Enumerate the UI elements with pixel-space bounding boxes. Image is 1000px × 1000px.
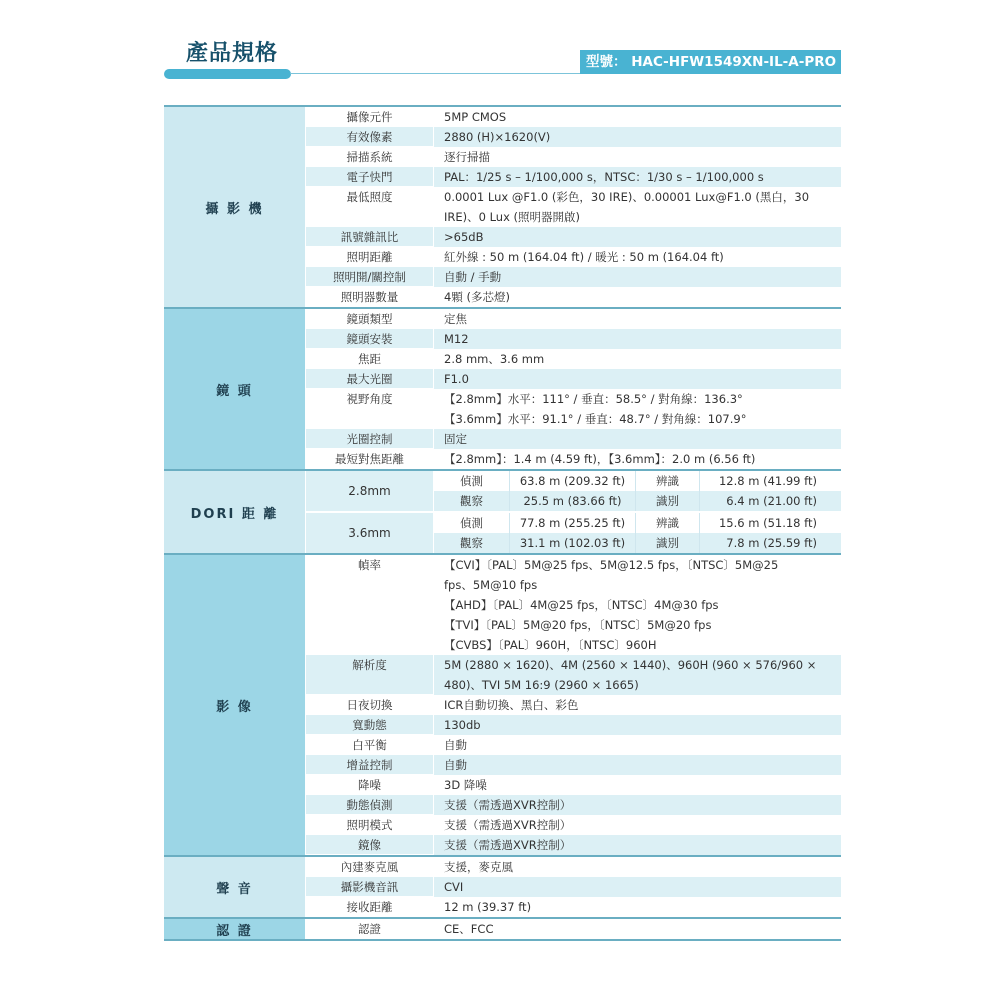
dori-value: 77.8 m (255.25 ft) [510,513,636,533]
spec-value [434,555,841,655]
spec-row [306,897,841,917]
section-camera [164,105,841,309]
spec-value-line: >65dB [444,230,484,244]
spec-row [306,147,841,167]
spec-value [434,695,841,715]
spec-value [434,329,841,349]
spec-value-line: 支援（需透過XVR控制） [444,798,572,812]
spec-row [306,775,841,795]
spec-label: 最低照度 [306,187,434,227]
spec-label: 掃描系統 [306,147,434,167]
dori-key: 辨識 [636,513,700,533]
spec-row [306,107,841,127]
section-audio [164,857,841,919]
spec-value-line: PAL：1/25 s – 1/100,000 s，NTSC：1/30 s – 1/100,000 s [444,170,764,184]
spec-value [434,187,841,227]
dori-value: 25.5 m (83.66 ft) [510,491,636,511]
spec-label: 鏡頭安裝 [306,329,434,349]
spec-label: 白平衡 [306,735,434,755]
spec-value-line: 2880 (H)×1620(V) [444,130,551,144]
spec-label: 焦距 [306,349,434,369]
spec-value [434,429,841,449]
spec-value-line: 定焦 [444,312,467,326]
spec-label: 接收距離 [306,897,434,917]
spec-value-line: 2.8 mm、3.6 mm [444,352,545,366]
spec-label: 幀率 [306,555,434,655]
spec-row [306,835,841,855]
spec-row [306,127,841,147]
spec-value-line: 自動 [444,758,467,772]
section-image [164,555,841,857]
spec-value [434,227,841,247]
category-label: 影 像 [164,555,306,855]
dori-line [434,491,841,511]
spec-label: 攝像元件 [306,107,434,127]
spec-value [434,127,841,147]
spec-row [306,167,841,187]
spec-value-line: 自動 / 手動 [444,270,502,284]
spec-value-line: 3D 降噪 [444,778,487,792]
spec-value-line: 支援（需透過XVR控制） [444,838,572,852]
dori-key: 識別 [636,491,700,511]
dori-key: 偵測 [434,513,510,533]
spec-label: 有效像素 [306,127,434,147]
spec-value [434,755,841,775]
spec-value-line: 【3.6mm】水平：91.1° / 垂直：48.7° / 對角線：107.9° [444,412,747,426]
dori-line [434,533,841,553]
dori-key: 辨識 [636,471,700,491]
spec-value [434,389,841,429]
spec-label: 鏡頭類型 [306,309,434,329]
spec-value-line: ICR自動切換、黑白、彩色 [444,698,579,712]
spec-label: 攝影機音訊 [306,877,434,897]
spec-value-line: IRE)、0 Lux (照明器開啟) [444,210,581,224]
spec-value [434,107,841,127]
spec-label: 照明模式 [306,815,434,835]
spec-value [434,835,841,855]
spec-value-line: 【2.8mm】：1.4 m (4.59 ft)，【3.6mm】：2.0 m (6.56 ft) [444,452,756,466]
spec-label: 最大光圈 [306,369,434,389]
spec-value [434,919,841,939]
category-label: 攝 影 機 [164,107,306,307]
spec-value-line: CE、FCC [444,922,494,936]
spec-row [306,555,841,655]
spec-value [434,815,841,835]
spec-value-line: M12 [444,332,469,346]
dori-line [434,513,841,533]
spec-value-line: 【2.8mm】水平：111° / 垂直：58.5° / 對角線：136.3° [444,392,743,406]
spec-value-line: 逐行掃描 [444,150,490,164]
spec-value [434,775,841,795]
spec-label: 照明距離 [306,247,434,267]
spec-value-line: 固定 [444,432,467,446]
dori-key: 觀察 [434,533,510,553]
spec-label: 光圈控制 [306,429,434,449]
spec-row [306,349,841,369]
spec-label: 電子快門 [306,167,434,187]
spec-value [434,449,841,469]
spec-label: 寬動態 [306,715,434,735]
spec-row [306,187,841,227]
dori-lens-block [306,513,841,553]
spec-row [306,735,841,755]
spec-row [306,857,841,877]
spec-row [306,309,841,329]
spec-label: 降噪 [306,775,434,795]
dori-line [434,471,841,491]
spec-row [306,755,841,775]
spec-row [306,389,841,429]
dori-key: 偵測 [434,471,510,491]
category-label: 聲 音 [164,857,306,917]
spec-value [434,877,841,897]
spec-label: 日夜切換 [306,695,434,715]
spec-value [434,309,841,329]
dori-lens-block [306,471,841,511]
spec-value-line: F1.0 [444,372,469,386]
spec-row [306,227,841,247]
spec-value-line: 12 m (39.37 ft) [444,900,532,914]
spec-value-line: 紅外線 : 50 m (164.04 ft) / 暖光 : 50 m (164.04 ft) [444,250,724,264]
spec-row [306,815,841,835]
dori-value: 15.6 m (51.18 ft) [718,516,817,530]
spec-value-line: 【AHD】〔PAL〕4M@25 fps，〔NTSC〕4M@30 fps [444,598,719,612]
spec-value-line: 【CVI】〔PAL〕5M@25 fps、5M@12.5 fps，〔NTSC〕5M@25 [444,558,779,572]
dori-lens-label: 3.6mm [306,513,434,553]
spec-row [306,287,841,307]
dori-value: 31.1 m (102.03 ft) [510,533,636,553]
spec-value [434,897,841,917]
dori-key: 識別 [636,533,700,553]
spec-label: 視野角度 [306,389,434,429]
spec-value-line: 5MP CMOS [444,110,507,124]
spec-label: 訊號雜訊比 [306,227,434,247]
spec-label: 鏡像 [306,835,434,855]
spec-row [306,369,841,389]
spec-value [434,349,841,369]
spec-label: 認證 [306,919,434,939]
spec-value-line: 支援（需透過XVR控制） [444,818,572,832]
spec-label: 內建麥克風 [306,857,434,877]
category-label: DORI 距 離 [164,471,306,553]
spec-value [434,857,841,877]
spec-row [306,715,841,735]
dori-lens-label: 2.8mm [306,471,434,511]
spec-row [306,919,841,939]
spec-row [306,655,841,695]
spec-value-line: 4顆 (多芯燈) [444,290,510,304]
spec-value-line: 480)、TVI 5M 16:9 (2960 × 1665) [444,678,639,692]
spec-value [434,655,841,695]
spec-label: 最短對焦距離 [306,449,434,469]
spec-value [434,267,841,287]
spec-label: 照明開/關控制 [306,267,434,287]
spec-value [434,247,841,267]
spec-value [434,795,841,815]
spec-value-line: 0.0001 Lux @F1.0 (彩色，30 IRE)、0.00001 Lux@F1.0 (黑白，30 [444,190,810,204]
spec-row [306,329,841,349]
dori-value: 6.4 m (21.00 ft) [726,494,817,508]
spec-row [306,877,841,897]
spec-label: 增益控制 [306,755,434,775]
spec-row [306,267,841,287]
spec-row [306,429,841,449]
spec-label: 動態偵測 [306,795,434,815]
spec-row [306,795,841,815]
spec-value-line: 130db [444,718,481,732]
spec-value [434,369,841,389]
category-label: 鏡 頭 [164,309,306,469]
spec-value [434,287,841,307]
dori-value: 12.8 m (41.99 ft) [718,474,817,488]
spec-row [306,247,841,267]
dori-key: 觀察 [434,491,510,511]
spec-value-line: fps、5M@10 fps [444,578,538,592]
spec-value-line: CVI [444,880,464,894]
spec-value-line: 自動 [444,738,467,752]
spec-row [306,449,841,469]
spec-table [164,105,841,941]
page-title: 產品規格 [186,41,279,66]
spec-label: 照明器數量 [306,287,434,307]
category-label: 認 證 [164,919,306,939]
spec-value-line: 【CVBS】〔PAL〕960H，〔NTSC〕960H [444,638,657,652]
spec-value [434,715,841,735]
spec-value-line: 5M (2880 × 1620)、4M (2560 × 1440)、960H (960 × 576/960 × [444,658,817,672]
title-accent-bar [164,69,291,79]
section-dori [164,471,841,555]
spec-row [306,695,841,715]
dori-value: 7.8 m (25.59 ft) [726,536,817,550]
spec-value [434,735,841,755]
spec-label: 解析度 [306,655,434,695]
spec-value [434,167,841,187]
section-lens [164,309,841,471]
model-number: 型號： HAC-HFW1549XN-IL-A-PRO [580,50,841,74]
spec-value [434,147,841,167]
spec-value-line: 支援，麥克風 [444,860,513,874]
spec-value-line: 【TVI】〔PAL〕5M@20 fps，〔NTSC〕5M@20 fps [444,618,712,632]
dori-value: 63.8 m (209.32 ft) [510,471,636,491]
section-certification [164,919,841,941]
